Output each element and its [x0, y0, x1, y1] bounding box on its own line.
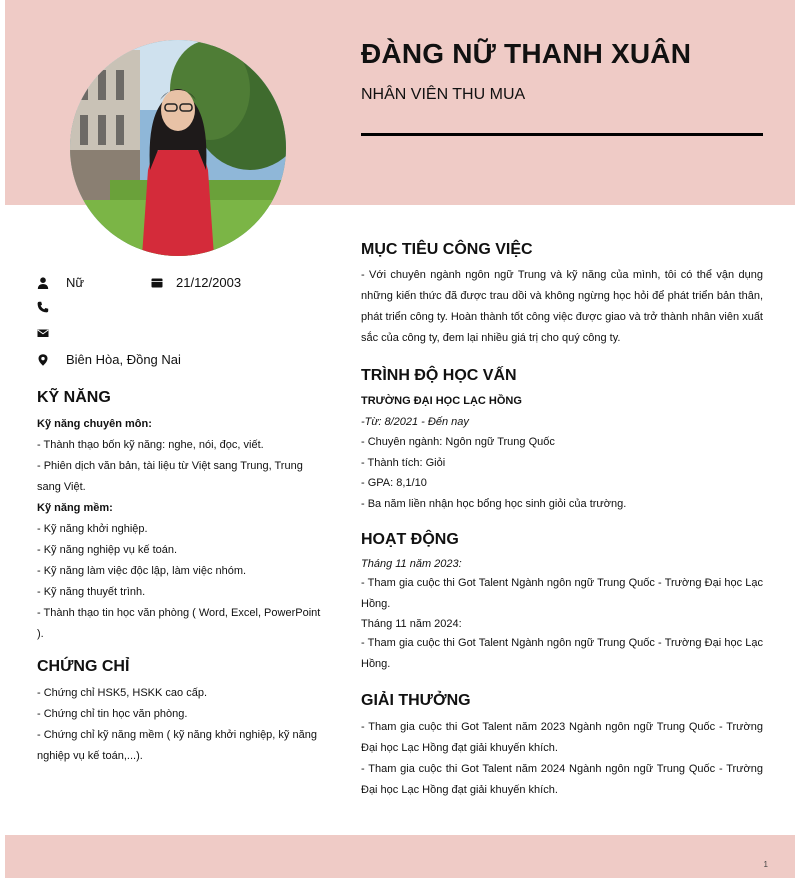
activity-date: Tháng 11 năm 2024: — [361, 618, 462, 630]
skill-item: - Phiên dịch văn bản, tài liệu từ Việt sang Trung, Trung sang Việt. — [37, 460, 303, 493]
professional-skills-label: Kỹ năng chuyên môn: — [37, 418, 152, 430]
footer-band — [5, 835, 795, 878]
skill-item: - Thành thạo tin học văn phòng ( Word, Excel, PowerPoint ). — [37, 607, 321, 640]
activities-section — [361, 555, 763, 675]
activity-date: Tháng 11 năm 2023: — [361, 558, 462, 570]
activity-text: - Tham gia cuộc thi Got Talent Ngành ngôn ngữ Trung Quốc - Trường Đại học Lạc Hồng. — [361, 637, 763, 670]
award-item: - Tham gia cuộc thi Got Talent năm 2024 Ngành ngôn ngữ Trung Quốc - Trường Đại học Lạc Hồng đạt giải khuyến khích. — [361, 763, 763, 796]
address-value: Biên Hòa, Đồng Nai — [66, 352, 181, 367]
education-item: - Thành tích: Giỏi — [361, 456, 446, 469]
certificates-heading: CHỨNG CHỈ — [37, 658, 130, 675]
education-heading: TRÌNH ĐỘ HỌC VẤN — [361, 367, 517, 384]
title-divider — [361, 133, 763, 136]
page-number: 1 — [763, 860, 768, 869]
education-period: -Từ: 8/2021 - Đến nay — [361, 415, 469, 428]
person-icon — [37, 277, 49, 289]
award-item: - Tham gia cuộc thi Got Talent năm 2023 Ngành ngôn ngữ Trung Quốc - Trường Đại học Lạc Hồng đạt giải khuyến khích. — [361, 721, 763, 754]
school-name: TRƯỜNG ĐẠI HỌC LẠC HỒNG — [361, 395, 522, 407]
birthdate-value: 21/12/2003 — [176, 275, 242, 290]
skill-item: - Kỹ năng nghiệp vụ kế toán. — [37, 544, 178, 556]
address-row — [37, 352, 181, 367]
job-title: NHÂN VIÊN THU MUA — [361, 86, 526, 103]
skills-heading: KỸ NĂNG — [37, 389, 111, 406]
certificate-item: - Chứng chỉ HSK5, HSKK cao cấp. — [37, 687, 207, 699]
birthdate-row — [151, 275, 241, 290]
skill-item: - Kỹ năng thuyết trình. — [37, 586, 146, 598]
skills-section — [37, 414, 327, 645]
skill-item: - Thành thạo bốn kỹ năng: nghe, nói, đọc, viết. — [37, 439, 264, 451]
location-pin-icon — [37, 354, 49, 366]
certificates-section — [37, 683, 322, 767]
education-item: - Ba năm liền nhận học bổng học sinh giỏi của trường. — [361, 497, 627, 510]
objective-text: - Với chuyên ngành ngôn ngữ Trung và kỹ năng của mình, tôi có thể vận dụng những kiến thức đã được trau dồi và không ngừng học hỏi để phát triển bản thân, phát triển công ty. Hoàn thành tốt công việc được giao và trở thành nhân viên xuất sắc của công ty, đem lại nhiều giá trị cho quý công ty. — [361, 269, 763, 344]
activities-heading: HOẠT ĐỘNG — [361, 531, 459, 548]
certificate-item: - Chứng chỉ tin học văn phòng. — [37, 708, 188, 720]
gender-value: Nữ — [66, 275, 85, 290]
education-item: - GPA: 8,1/10 — [361, 477, 427, 489]
envelope-icon — [37, 327, 49, 339]
soft-skills-label: Kỹ năng mềm: — [37, 502, 113, 514]
education-section — [361, 391, 763, 514]
gender-row — [37, 275, 84, 290]
certificate-item: - Chứng chỉ kỹ năng mềm ( kỹ năng khởi nghiệp, kỹ năng nghiệp vụ kế toán,...). — [37, 729, 317, 762]
calendar-icon — [151, 277, 163, 289]
phone-icon — [37, 301, 49, 313]
email-row — [37, 327, 66, 339]
skill-item: - Kỹ năng khởi nghiệp. — [37, 523, 148, 535]
activity-text: - Tham gia cuộc thi Got Talent Ngành ngôn ngữ Trung Quốc - Trường Đại học Lạc Hồng. — [361, 577, 763, 610]
education-item: - Chuyên ngành: Ngôn ngữ Trung Quốc — [361, 436, 555, 448]
candidate-name: ĐÀNG NỮ THANH XUÂN — [361, 38, 692, 69]
skill-item: - Kỹ năng làm việc độc lập, làm việc nhóm. — [37, 565, 247, 577]
phone-row — [37, 301, 66, 313]
awards-section — [361, 717, 763, 801]
profile-photo — [70, 40, 286, 256]
awards-heading: GIẢI THƯỞNG — [361, 692, 471, 709]
objective-heading: MỤC TIÊU CÔNG VIỆC — [361, 241, 533, 258]
